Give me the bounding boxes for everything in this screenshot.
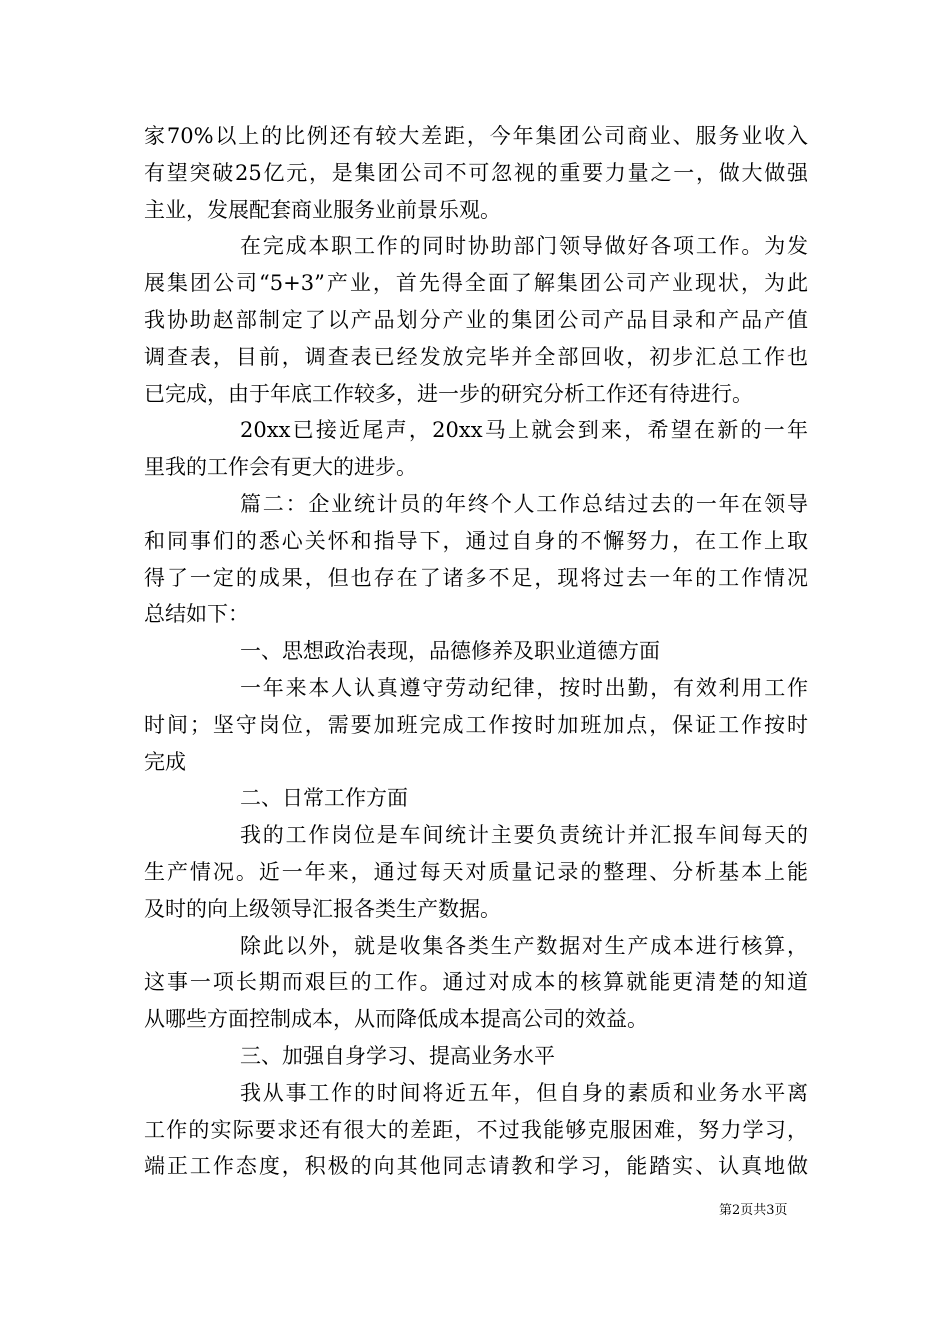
text-line: 从哪些方面控制成本，从而降低成本提高公司的效益。 bbox=[144, 1007, 648, 1032]
page-number-footer: 第2页共3页 bbox=[719, 1203, 788, 1218]
text-line: 和同事们的悉心关怀和指导下，通过自身的不懈努力，在工作上取 bbox=[144, 528, 808, 553]
text-line: 生产情况。近一年来，通过每天对质量记录的整理、分析基本上能 bbox=[144, 859, 808, 884]
text-line: 我协助赵部制定了以产品划分产业的集团公司产品目录和产品产值 bbox=[144, 307, 808, 332]
text-line: 得了一定的成果，但也存在了诸多不足，现将过去一年的工作情况 bbox=[144, 565, 808, 590]
text-line: 我的工作岗位是车间统计主要负责统计并汇报车间每天的 bbox=[240, 823, 808, 848]
text-line: 总结如下： bbox=[144, 602, 249, 627]
text-line: 家70%以上的比例还有较大差距，今年集团公司商业、服务业收入 bbox=[144, 124, 808, 148]
body-text bbox=[144, 118, 808, 1185]
text-line: 完成 bbox=[144, 749, 186, 774]
text-line: 在完成本职工作的同时协助部门领导做好各项工作。为发 bbox=[240, 234, 808, 259]
text-line: 除此以外，就是收集各类生产数据对生产成本进行核算， bbox=[240, 933, 808, 958]
text-line: 及时的向上级领导汇报各类生产数据。 bbox=[144, 896, 501, 921]
text-line: 端正工作态度，积极的向其他同志请教和学习，能踏实、认真地做 bbox=[144, 1154, 808, 1179]
text-line: 主业，发展配套商业服务业前景乐观。 bbox=[144, 197, 501, 222]
text-line: 有望突破25亿元，是集团公司不可忽视的重要力量之一，做大做强 bbox=[144, 160, 808, 185]
text-line: 这事一项长期而艰巨的工作。通过对成本的核算就能更清楚的知道 bbox=[144, 970, 808, 995]
text-line: 我从事工作的时间将近五年，但自身的素质和业务水平离 bbox=[240, 1080, 808, 1105]
section-heading: 二、日常工作方面 bbox=[240, 786, 408, 811]
text-line: 20xx已接近尾声，20xx马上就会到来，希望在新的一年 bbox=[240, 418, 808, 443]
text-line: 时间；坚守岗位，需要加班完成工作按时加班加点，保证工作按时 bbox=[144, 712, 808, 737]
text-line: 已完成，由于年底工作较多，进一步的研究分析工作还有待进行。 bbox=[144, 381, 753, 406]
text-line: 工作的实际要求还有很大的差距，不过我能够克服困难，努力学习， bbox=[144, 1117, 808, 1142]
text-line: 篇二：企业统计员的年终个人工作总结过去的一年在领导 bbox=[240, 491, 808, 516]
text-line: 调查表，目前，调查表已经发放完毕并全部回收，初步汇总工作也 bbox=[144, 344, 808, 369]
section-heading: 三、加强自身学习、提高业务水平 bbox=[240, 1043, 555, 1068]
text-line: 展集团公司“5+3”产业，首先得全面了解集团公司产业现状，为此 bbox=[144, 271, 808, 296]
text-line: 里我的工作会有更大的进步。 bbox=[144, 455, 417, 480]
text-line: 一年来本人认真遵守劳动纪律，按时出勤，有效利用工作 bbox=[240, 675, 808, 700]
section-heading: 一、思想政治表现，品德修养及职业道德方面 bbox=[240, 639, 660, 664]
